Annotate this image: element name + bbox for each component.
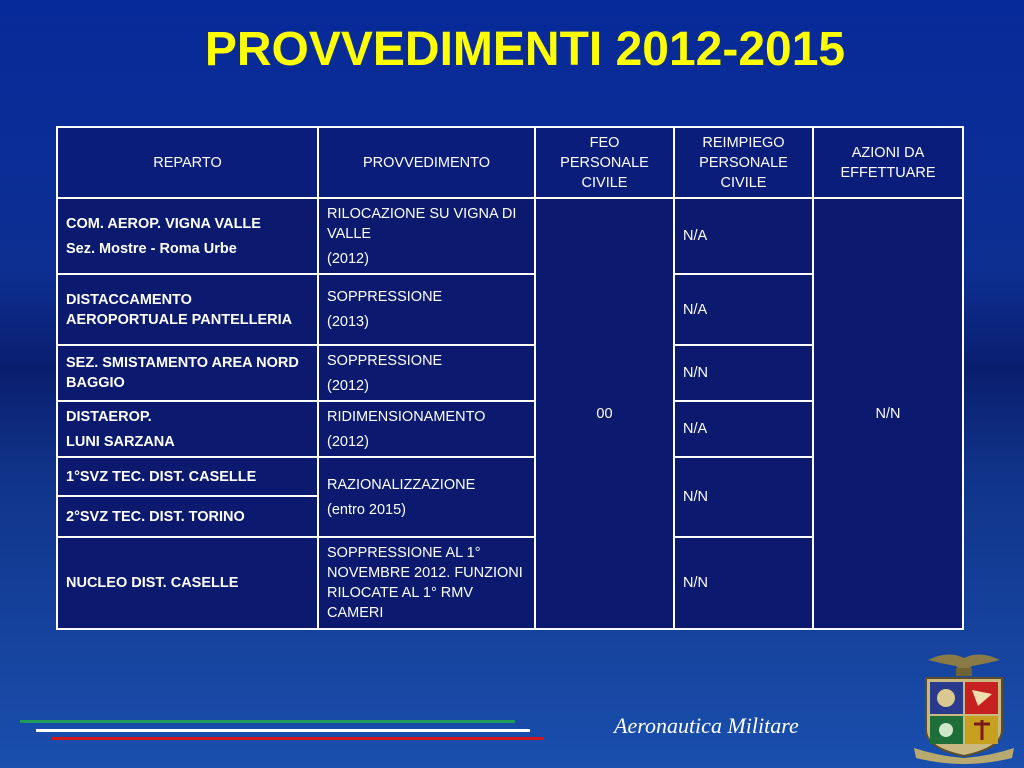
reparto-cell [57, 457, 318, 496]
provvedimento-cell [318, 274, 535, 345]
provvedimento-year: (entro 2015) [327, 501, 406, 518]
footer-tricolor-lines [20, 718, 550, 742]
provvedimento-cell [318, 537, 535, 629]
provvedimento-line: SOPPRESSIONE [327, 289, 443, 305]
reparto-cell [57, 401, 318, 457]
reparto-line: DISTACCAMENTO AEROPORTUALE PANTELLERIA [66, 291, 293, 328]
reparto-line: 1°SVZ TEC. DIST. CASELLE [66, 468, 257, 485]
reimpiego-cell: N/A [674, 274, 813, 345]
reparto-cell [57, 537, 318, 629]
header-reparto: REPARTO [57, 127, 318, 198]
reimpiego-cell: N/N [674, 537, 813, 629]
page-title: PROVVEDIMENTI 2012-2015 [204, 23, 846, 76]
aeronautica-militare-crest-icon [908, 644, 1020, 764]
reparto-line: LUNI SARZANA [66, 433, 175, 450]
reparto-cell [57, 274, 318, 345]
reparto-line: COM. AEROP. VIGNA VALLE [66, 215, 261, 232]
reparto-cell [57, 345, 318, 401]
reimpiego-cell: N/N [674, 345, 813, 401]
reimpiego-cell: N/N [674, 457, 813, 537]
reparto-cell [57, 198, 318, 274]
provvedimento-cell [318, 401, 535, 457]
header-provvedimento: PROVVEDIMENTO [318, 127, 535, 198]
provvedimento-line: RILOCAZIONE SU VIGNA DI VALLE [327, 205, 517, 242]
reparto-line: 2°SVZ TEC. DIST. TORINO [66, 508, 245, 525]
provvedimento-cell [318, 198, 535, 274]
footer-brand: Aeronautica Militare [614, 713, 799, 738]
red-line [52, 737, 544, 740]
provvedimento-line: RIDIMENSIONAMENTO [327, 408, 486, 425]
provvedimento-line: RAZIONALIZZAZIONE [327, 476, 476, 493]
reparto-line: DISTAEROP. [66, 408, 152, 425]
reparto-line: SEZ. SMISTAMENTO AREA NORD BAGGIO [66, 355, 299, 391]
header-azioni: AZIONI DA EFFETTUARE [813, 127, 963, 198]
table-row [57, 198, 963, 274]
header-reimpiego: REIMPIEGO PERSONALE CIVILE [674, 127, 813, 198]
white-line [36, 729, 530, 732]
reparto-line: Sez. Mostre - Roma Urbe [66, 240, 237, 257]
provvedimenti-table [56, 126, 964, 630]
table-header-row [57, 127, 963, 198]
reparto-line: NUCLEO DIST. CASELLE [66, 575, 239, 591]
reparto-cell [57, 496, 318, 537]
reimpiego-cell: N/A [674, 401, 813, 457]
provvedimento-year: (2012) [327, 377, 369, 394]
header-feo: FEO PERSONALE CIVILE [535, 127, 674, 198]
provvedimento-year: (2013) [327, 314, 369, 330]
provvedimento-line: SOPPRESSIONE [327, 352, 443, 369]
provvedimento-line: SOPPRESSIONE AL 1° NOVEMBRE 2012. FUNZIONI RILOCATE AL 1° RMV CAMERI [327, 545, 523, 621]
provvedimento-year: (2012) [327, 250, 369, 267]
provvedimento-cell [318, 457, 535, 537]
provvedimento-cell [318, 345, 535, 401]
reimpiego-cell: N/A [674, 198, 813, 274]
azioni-cell: N/N [813, 198, 963, 629]
feo-cell: 00 [535, 198, 674, 629]
green-line [20, 720, 515, 723]
provvedimento-year: (2012) [327, 433, 369, 450]
